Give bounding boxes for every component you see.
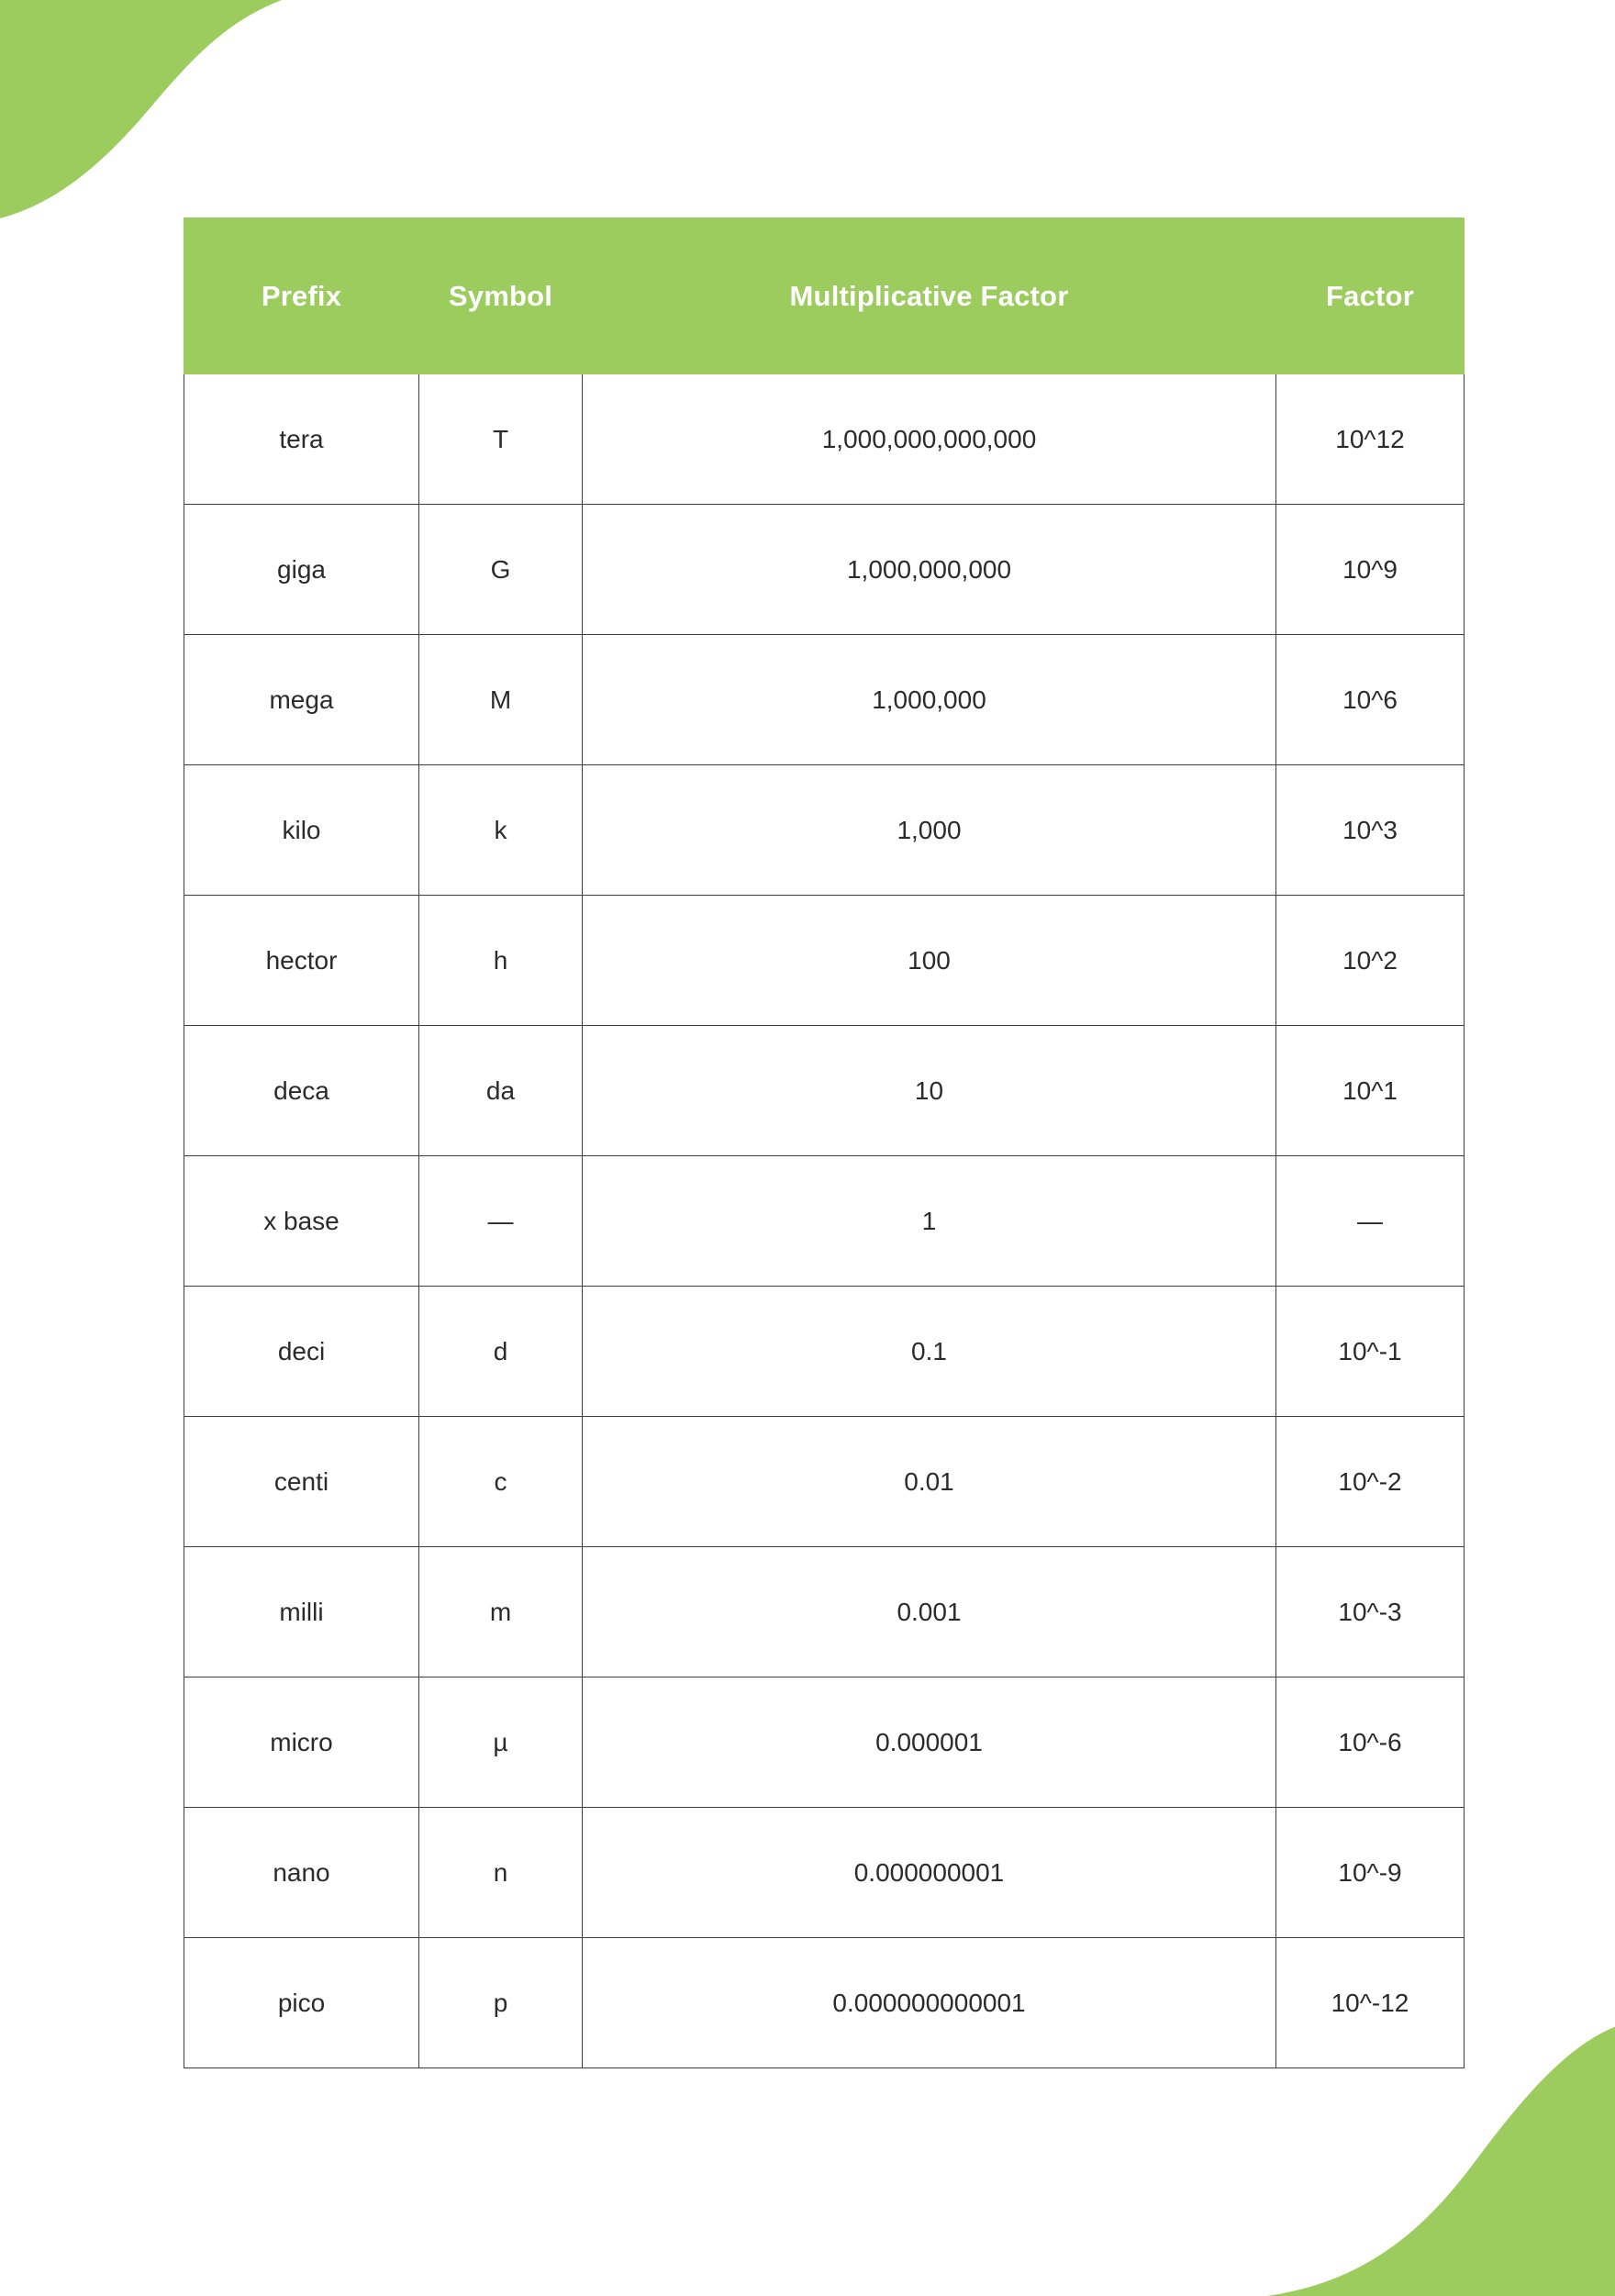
cell-multiplicative-factor: 100 — [583, 896, 1276, 1026]
cell-multiplicative-factor: 0.000000000001 — [583, 1938, 1276, 2068]
cell-prefix: x base — [184, 1156, 419, 1287]
cell-symbol: c — [419, 1417, 583, 1547]
column-header-factor: Factor — [1276, 218, 1465, 374]
cell-multiplicative-factor: 0.000001 — [583, 1677, 1276, 1808]
table-row — [184, 896, 1465, 1026]
cell-factor: 10^3 — [1276, 765, 1465, 896]
table-row — [184, 1156, 1465, 1287]
column-header-multiplicative-factor: Multiplicative Factor — [583, 218, 1276, 374]
cell-prefix: hector — [184, 896, 419, 1026]
table-header — [184, 218, 1465, 374]
cell-prefix: tera — [184, 374, 419, 505]
table-row — [184, 1287, 1465, 1417]
cell-factor: 10^-3 — [1276, 1547, 1465, 1677]
cell-prefix: nano — [184, 1808, 419, 1938]
cell-symbol: µ — [419, 1677, 583, 1808]
cell-symbol: da — [419, 1026, 583, 1156]
cell-factor: 10^-9 — [1276, 1808, 1465, 1938]
cell-factor: 10^9 — [1276, 505, 1465, 635]
cell-prefix: milli — [184, 1547, 419, 1677]
cell-prefix: deci — [184, 1287, 419, 1417]
cell-prefix: micro — [184, 1677, 419, 1808]
cell-factor: 10^12 — [1276, 374, 1465, 505]
cell-symbol: — — [419, 1156, 583, 1287]
cell-symbol: d — [419, 1287, 583, 1417]
cell-symbol: G — [419, 505, 583, 635]
cell-multiplicative-factor: 1 — [583, 1156, 1276, 1287]
table-row — [184, 1938, 1465, 2068]
table-row — [184, 1808, 1465, 1938]
cell-multiplicative-factor: 1,000,000,000 — [583, 505, 1276, 635]
table-row — [184, 1026, 1465, 1156]
cell-factor: 10^2 — [1276, 896, 1465, 1026]
table-row — [184, 505, 1465, 635]
cell-factor: 10^-2 — [1276, 1417, 1465, 1547]
table-header-row — [184, 218, 1465, 374]
cell-symbol: k — [419, 765, 583, 896]
cell-multiplicative-factor: 1,000 — [583, 765, 1276, 896]
cell-symbol: M — [419, 635, 583, 765]
cell-prefix: mega — [184, 635, 419, 765]
cell-prefix: centi — [184, 1417, 419, 1547]
table-row — [184, 1547, 1465, 1677]
cell-factor: 10^6 — [1276, 635, 1465, 765]
cell-multiplicative-factor: 0.000000001 — [583, 1808, 1276, 1938]
cell-symbol: p — [419, 1938, 583, 2068]
table-row — [184, 635, 1465, 765]
cell-multiplicative-factor: 0.001 — [583, 1547, 1276, 1677]
table-row — [184, 1677, 1465, 1808]
cell-multiplicative-factor: 0.1 — [583, 1287, 1276, 1417]
cell-prefix: deca — [184, 1026, 419, 1156]
cell-factor: 10^-6 — [1276, 1677, 1465, 1808]
cell-symbol: m — [419, 1547, 583, 1677]
metric-prefix-table — [184, 217, 1465, 2068]
table-row — [184, 374, 1465, 505]
cell-symbol: h — [419, 896, 583, 1026]
cell-prefix: giga — [184, 505, 419, 635]
column-header-prefix: Prefix — [184, 218, 419, 374]
cell-factor: 10^-12 — [1276, 1938, 1465, 2068]
cell-factor: 10^-1 — [1276, 1287, 1465, 1417]
cell-multiplicative-factor: 1,000,000,000,000 — [583, 374, 1276, 505]
cell-prefix: kilo — [184, 765, 419, 896]
table-body — [184, 374, 1465, 2068]
cell-multiplicative-factor: 0.01 — [583, 1417, 1276, 1547]
cell-factor: — — [1276, 1156, 1465, 1287]
cell-symbol: n — [419, 1808, 583, 1938]
cell-factor: 10^1 — [1276, 1026, 1465, 1156]
table-row — [184, 1417, 1465, 1547]
cell-prefix: pico — [184, 1938, 419, 2068]
metric-prefix-table-container — [184, 217, 1464, 2068]
cell-symbol: T — [419, 374, 583, 505]
cell-multiplicative-factor: 1,000,000 — [583, 635, 1276, 765]
column-header-symbol: Symbol — [419, 218, 583, 374]
table-row — [184, 765, 1465, 896]
cell-multiplicative-factor: 10 — [583, 1026, 1276, 1156]
